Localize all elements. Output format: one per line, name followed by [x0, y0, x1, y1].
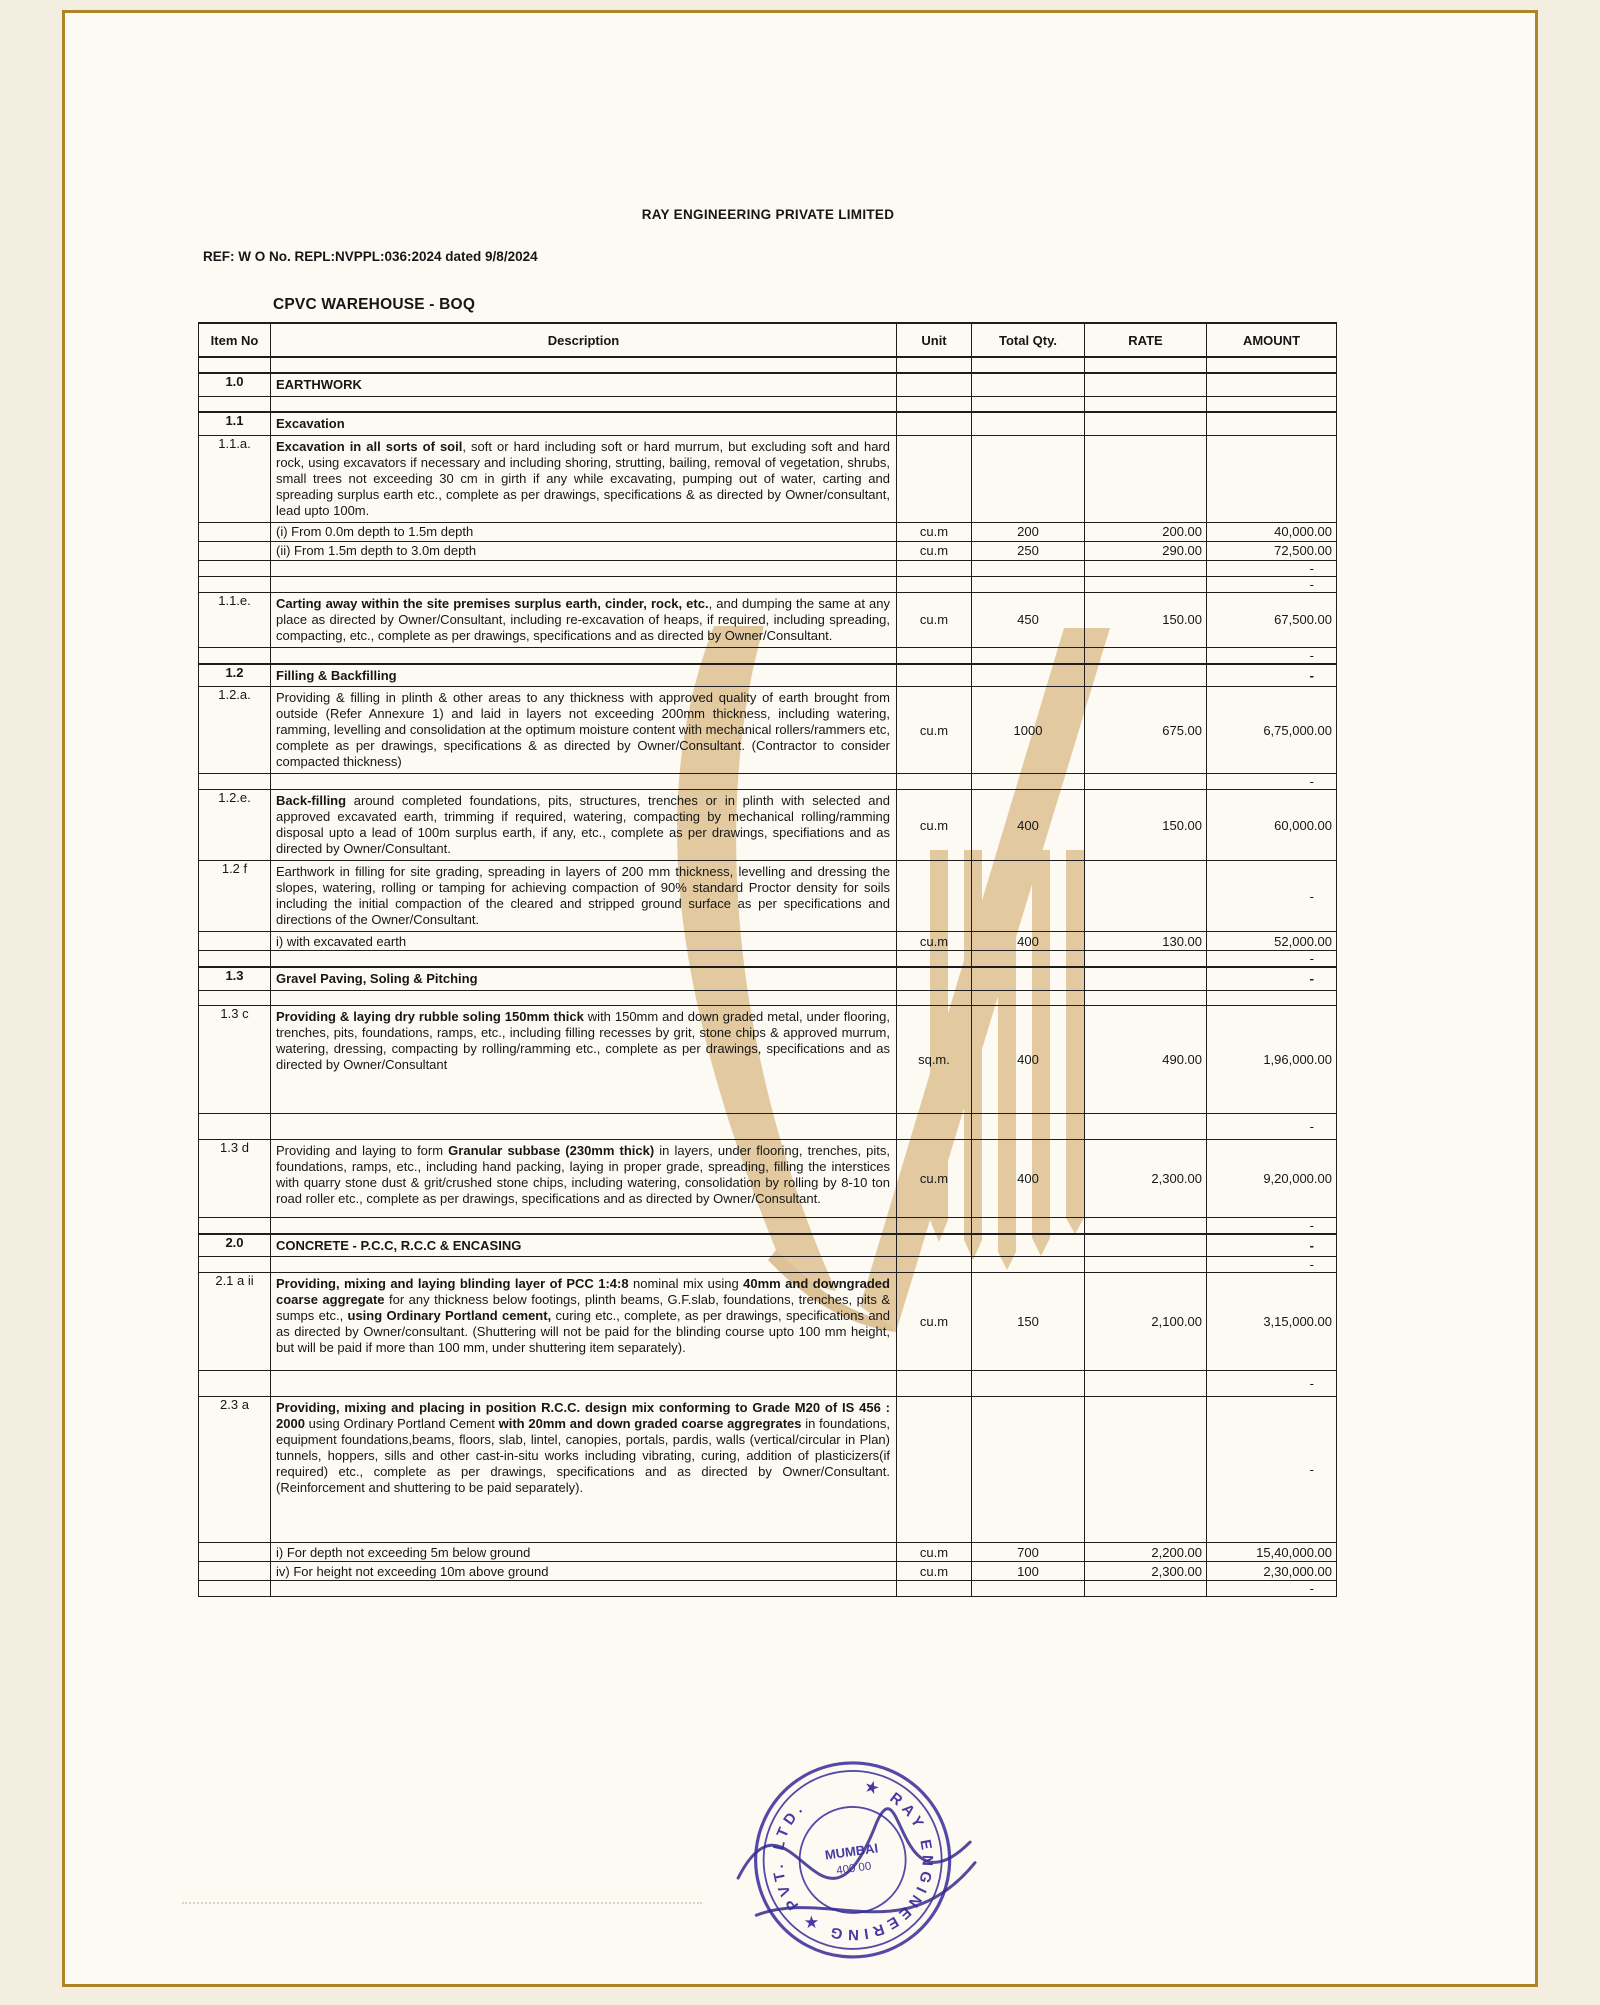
cell-qty [972, 412, 1085, 435]
desc-text: i) For depth not exceeding 5m below ground [276, 1544, 531, 1560]
cell-amt: 2,30,000.00 [1207, 1562, 1337, 1581]
table-row [199, 1139, 1337, 1217]
cell-unit: cu.m [897, 932, 972, 951]
cell-qty [972, 435, 1085, 522]
cell-desc [271, 790, 897, 861]
cell-item [199, 951, 271, 968]
cell-amt: 1,96,000.00 [1207, 1005, 1337, 1113]
table-row [199, 412, 1337, 435]
cell-qty: 400 [972, 790, 1085, 861]
cell-amt: - [1207, 951, 1337, 968]
cell-qty: 450 [972, 592, 1085, 647]
cell-desc [271, 1273, 897, 1371]
cell-rate [1085, 1581, 1207, 1597]
cell-item: 1.2.a. [199, 687, 271, 774]
cell-amt: - [1207, 1257, 1337, 1273]
cell-desc [271, 1234, 897, 1257]
desc-text: around completed foundations, pits, structures, trenches or in plinth with selected and approved excavated earth, trimming if required, watering, compacting by mechanical rolling/ramming disposal upto a lead of 100m surplus earth, if any, etc., complete as per drawings, specifiations and as directed by Owner/Consultant. [276, 793, 890, 856]
cell-qty [972, 967, 1085, 990]
desc-text: for any thickness below footings, plinth beams, G.F.slab, foundations, trenches, pits & sumps etc., [276, 1292, 891, 1323]
cell-desc [271, 435, 897, 522]
table-row [199, 790, 1337, 861]
cell-desc [271, 1581, 897, 1597]
cell-amt: 6,75,000.00 [1207, 687, 1337, 774]
table-row [199, 1562, 1337, 1581]
desc-text: Providing and laying to form [276, 1142, 449, 1158]
spacer-row [199, 576, 1337, 592]
cell-desc [271, 1397, 897, 1543]
cell-item: 1.2 [199, 664, 271, 687]
desc-text-bold: Providing, mixing and placing in position R.C.C. design mix conforming to Grade M20 of IS 456 : 2000 [276, 1400, 890, 1431]
cell-qty [972, 1397, 1085, 1543]
desc-text-bold: Excavation [276, 416, 345, 432]
cell-desc [271, 1562, 897, 1581]
desc-text-bold: with 20mm and down graded coarse aggregrates [498, 1416, 802, 1431]
cell-rate [1085, 1113, 1207, 1139]
cell-unit [897, 560, 972, 576]
table-row [199, 373, 1337, 396]
table-row [199, 687, 1337, 774]
cell-item [199, 560, 271, 576]
cell-qty: 150 [972, 1273, 1085, 1371]
cell-amt [1207, 412, 1337, 435]
table-row [199, 592, 1337, 647]
cell-desc [271, 687, 897, 774]
company-name: RAY ENGINEERING PRIVATE LIMITED [641, 207, 895, 222]
cell-desc [271, 647, 897, 664]
cell-desc [271, 522, 897, 541]
spacer-row [199, 1113, 1337, 1139]
cell-rate [1085, 576, 1207, 592]
cell-unit: cu.m [897, 592, 972, 647]
desc-text-bold: Back-filling [276, 793, 347, 808]
cell-amt: - [1207, 1371, 1337, 1397]
table-row [199, 541, 1337, 560]
cell-rate [1085, 990, 1207, 1005]
cell-unit [897, 967, 972, 990]
cell-rate: 2,200.00 [1085, 1543, 1207, 1562]
desc-text: Providing & filling in plinth & other areas to any thickness with approved quality of earth brought from outside (Refer Annexure 1) and laid in layers not exceeding 200mm thickness, including watering, ramming, levelling and consolidation at the optimum moisture content with mechanical rollers/rammers etc, complete as per drawings, specifications & as directed by Owner/Consultant. (Contractor to consider compacted thickness) [276, 690, 890, 769]
cell-unit [897, 1581, 972, 1597]
cell-qty [972, 357, 1085, 373]
cell-unit [897, 357, 972, 373]
boq-table [198, 322, 1337, 1597]
table-row [199, 1397, 1337, 1543]
cell-unit [897, 1397, 972, 1543]
cell-rate: 490.00 [1085, 1005, 1207, 1113]
cell-qty: 200 [972, 522, 1085, 541]
desc-text-bold: Excavation in all sorts of soil [276, 438, 463, 454]
cell-rate [1085, 967, 1207, 990]
cell-rate [1085, 774, 1207, 790]
spacer-row [199, 1581, 1337, 1597]
cell-unit [897, 774, 972, 790]
cell-unit [897, 990, 972, 1005]
cell-qty [972, 396, 1085, 412]
cell-unit: cu.m [897, 1139, 972, 1217]
cell-qty [972, 647, 1085, 664]
cell-unit [897, 1234, 972, 1257]
cell-rate [1085, 412, 1207, 435]
cell-qty [972, 664, 1085, 687]
cell-amt: - [1207, 1397, 1337, 1543]
cell-unit [897, 396, 972, 412]
cell-rate [1085, 664, 1207, 687]
cell-amt: - [1207, 861, 1337, 932]
cell-desc [271, 412, 897, 435]
cell-amt: 15,40,000.00 [1207, 1543, 1337, 1562]
cell-item: 1.3 d [199, 1139, 271, 1217]
cell-item [199, 1371, 271, 1397]
cell-rate [1085, 396, 1207, 412]
cell-item: 1.2 f [199, 861, 271, 932]
table-row [199, 861, 1337, 932]
cell-qty [972, 861, 1085, 932]
cell-unit [897, 435, 972, 522]
cell-unit [897, 861, 972, 932]
scan-artifact-dots [182, 1902, 702, 1904]
cell-rate: 150.00 [1085, 790, 1207, 861]
cell-desc [271, 1005, 897, 1113]
cell-amt: - [1207, 967, 1337, 990]
cell-unit [897, 1257, 972, 1273]
desc-text-bold: EARTHWORK [276, 377, 362, 393]
cell-desc [271, 774, 897, 790]
table-header-row [199, 323, 1337, 357]
cell-unit [897, 412, 972, 435]
cell-amt: 3,15,000.00 [1207, 1273, 1337, 1371]
desc-text: nominal mix using [628, 1276, 744, 1291]
cell-desc [271, 861, 897, 932]
cell-item: 2.3 a [199, 1397, 271, 1543]
cell-rate [1085, 647, 1207, 664]
desc-text-bold: Carting away within the site premises surplus earth, cinder, rock, etc. [276, 595, 709, 611]
cell-desc [271, 1113, 897, 1139]
cell-item [199, 357, 271, 373]
cell-item: 1.0 [199, 373, 271, 396]
col-header-description: Description [271, 323, 897, 357]
cell-rate: 675.00 [1085, 687, 1207, 774]
cell-unit: cu.m [897, 522, 972, 541]
cell-rate [1085, 435, 1207, 522]
cell-amt: - [1207, 647, 1337, 664]
stamp-city-text: MUMBAI [823, 1840, 879, 1863]
cell-amt: 52,000.00 [1207, 932, 1337, 951]
desc-text: in foundations, equipment foundations,beams, floors, slab, lintel, canopies, portals, pardis, walls (vertical/circular in Plan) tunnels, hoppers, sills and other cast-in-situ works including vibrating, curing, addition of plasticizers(if required) etc., complete as per drawings, specifications and as directed by Owner/Consultant. (Reinforcement and shuttering to be paid separately). [276, 1416, 890, 1495]
cell-rate [1085, 1397, 1207, 1543]
col-header-total-qty: Total Qty. [972, 323, 1085, 357]
spacer-row [199, 647, 1337, 664]
desc-text-bold: Gravel Paving, Soling & Pitching [276, 971, 478, 987]
cell-desc [271, 1543, 897, 1562]
table-row [199, 435, 1337, 522]
col-header-amount: AMOUNT [1207, 323, 1337, 357]
cell-qty [972, 560, 1085, 576]
table-row [199, 522, 1337, 541]
cell-qty [972, 951, 1085, 968]
cell-item [199, 1562, 271, 1581]
cell-rate: 2,300.00 [1085, 1562, 1207, 1581]
cell-rate: 200.00 [1085, 522, 1207, 541]
cell-desc [271, 951, 897, 968]
cell-qty [972, 1113, 1085, 1139]
company-stamp [710, 1727, 997, 2005]
cell-item [199, 647, 271, 664]
cell-item: 1.1.e. [199, 592, 271, 647]
table-row [199, 967, 1337, 990]
cell-unit [897, 1217, 972, 1234]
cell-unit: sq.m. [897, 1005, 972, 1113]
cell-unit [897, 664, 972, 687]
cell-desc [271, 357, 897, 373]
cell-item: 2.1 a ii [199, 1273, 271, 1371]
cell-rate [1085, 357, 1207, 373]
cell-amt [1207, 396, 1337, 412]
cell-qty: 100 [972, 1562, 1085, 1581]
desc-text-bold: 40mm and downgraded coarse aggregate [276, 1276, 890, 1307]
cell-unit [897, 373, 972, 396]
cell-unit [897, 1371, 972, 1397]
cell-rate: 150.00 [1085, 592, 1207, 647]
cell-desc [271, 1139, 897, 1217]
desc-text: (i) From 0.0m depth to 1.5m depth [276, 524, 474, 539]
cell-item [199, 522, 271, 541]
cell-qty [972, 1257, 1085, 1273]
table-row [199, 1234, 1337, 1257]
cell-qty: 1000 [972, 687, 1085, 774]
cell-amt: - [1207, 576, 1337, 592]
cell-amt: 40,000.00 [1207, 522, 1337, 541]
table-row [199, 1543, 1337, 1562]
col-header-item-no: Item No [199, 323, 271, 357]
cell-item [199, 990, 271, 1005]
cell-desc [271, 990, 897, 1005]
cell-amt [1207, 357, 1337, 373]
cell-qty [972, 990, 1085, 1005]
cell-unit: cu.m [897, 1562, 972, 1581]
cell-qty [972, 1581, 1085, 1597]
cell-unit [897, 1113, 972, 1139]
table-row [199, 932, 1337, 951]
cell-amt: - [1207, 1581, 1337, 1597]
cell-rate: 2,100.00 [1085, 1273, 1207, 1371]
desc-text: using Ordinary Portland Cement [304, 1416, 499, 1431]
spacer-row [199, 1371, 1337, 1397]
cell-qty: 400 [972, 1139, 1085, 1217]
col-header-unit: Unit [897, 323, 972, 357]
cell-rate: 2,300.00 [1085, 1139, 1207, 1217]
cell-rate [1085, 1234, 1207, 1257]
cell-qty [972, 1234, 1085, 1257]
cell-qty: 250 [972, 541, 1085, 560]
cell-unit: cu.m [897, 687, 972, 774]
cell-desc [271, 1371, 897, 1397]
cell-qty [972, 774, 1085, 790]
cell-qty [972, 373, 1085, 396]
cell-desc [271, 932, 897, 951]
cell-amt [1207, 373, 1337, 396]
cell-item [199, 774, 271, 790]
cell-unit: cu.m [897, 1273, 972, 1371]
cell-rate [1085, 951, 1207, 968]
cell-item: 2.0 [199, 1234, 271, 1257]
cell-amt: 9,20,000.00 [1207, 1139, 1337, 1217]
cell-item: 1.2.e. [199, 790, 271, 861]
cell-rate [1085, 861, 1207, 932]
cell-desc [271, 592, 897, 647]
cell-amt: - [1207, 1234, 1337, 1257]
spacer-row [199, 560, 1337, 576]
cell-qty: 400 [972, 932, 1085, 951]
cell-qty [972, 1217, 1085, 1234]
stamp-inner-circle [794, 1802, 910, 1918]
cell-desc [271, 576, 897, 592]
spacer-row [199, 396, 1337, 412]
desc-text-bold: Providing, mixing and laying blinding layer of PCC 1:4:8 [276, 1276, 629, 1291]
desc-text: , and dumping the same at any place as directed by Owner/Consultant, including re-excavation of heaps, if required, including spreading, compacting, etc., complete as per drawings, specifications and as directed by Owner/Consultant. [276, 595, 890, 643]
desc-text: in layers, under flooring, trenches, pits, foundations, ramps, etc., including hand packing, laying in proper grade, spreading, filling the interstices with quarry stone dust & grit/crushed stone chips, including watering, consolidation by rolling by 8-10 ton road roller etc., complete as per drawings, specifications and as directed by Owner/Consultant. [276, 1142, 890, 1206]
cell-unit [897, 951, 972, 968]
cell-amt [1207, 990, 1337, 1005]
spacer-row [199, 990, 1337, 1005]
desc-text-bold: Granular subbase (230mm thick) [448, 1142, 655, 1158]
cell-item: 1.3 [199, 967, 271, 990]
cell-item [199, 1581, 271, 1597]
cell-item [199, 1543, 271, 1562]
reference-line: REF: W O No. REPL:NVPPL:036:2024 dated 9/8/2024 [203, 249, 538, 264]
cell-unit: cu.m [897, 790, 972, 861]
boq-title: CPVC WAREHOUSE - BOQ [273, 296, 476, 313]
cell-rate [1085, 1371, 1207, 1397]
table-row [199, 1273, 1337, 1371]
cell-amt: 60,000.00 [1207, 790, 1337, 861]
table-row [199, 1005, 1337, 1113]
cell-desc [271, 1217, 897, 1234]
desc-text: , soft or hard including soft or hard murrum, but excluding soft and hard rock, using excavators if necessary and including shoring, strutting, bailing, removal of vegetation, shrubs, small trees not exceeding 30 cm in girth if any while excavating, pumping out of water, carting and spreading surplus earth etc., complete as per drawings, specifications & as directed by Owner/consultant, lead upto 100m. [276, 438, 890, 518]
spacer-row [199, 1217, 1337, 1234]
cell-unit [897, 647, 972, 664]
cell-item [199, 576, 271, 592]
cell-qty [972, 576, 1085, 592]
cell-rate: 290.00 [1085, 541, 1207, 560]
cell-amt: - [1207, 560, 1337, 576]
cell-desc [271, 396, 897, 412]
stamp-code-text: 400 00 [835, 1860, 873, 1878]
spacer-row [199, 357, 1337, 373]
cell-item [199, 396, 271, 412]
desc-text: iv) For height not exceeding 10m above ground [276, 1563, 549, 1579]
cell-amt [1207, 435, 1337, 522]
desc-text-bold: Filling & Backfilling [276, 667, 397, 683]
cell-amt: - [1207, 774, 1337, 790]
desc-text: curing etc., complete, as per drawings, specifications and as directed by Owner/consultant. (Shuttering will not be paid for the blinding course upto 100 mm height, but will be paid if more than 100 mm, under shuttering item separately). [276, 1308, 891, 1355]
cell-item: 1.1.a. [199, 435, 271, 522]
cell-desc [271, 560, 897, 576]
cell-rate: 130.00 [1085, 932, 1207, 951]
desc-text-bold: CONCRETE - P.C.C, R.C.C & ENCASING [276, 1237, 522, 1253]
stamp-ring-text: ★ RAY ENGINEERING ★ PVT. LTD. [769, 1777, 936, 1944]
cell-item: 1.3 c [199, 1005, 271, 1113]
cell-desc [271, 967, 897, 990]
cell-qty [972, 1371, 1085, 1397]
cell-item: 1.1 [199, 412, 271, 435]
cell-rate [1085, 373, 1207, 396]
desc-text: i) with excavated earth [276, 933, 407, 949]
col-header-rate: RATE [1085, 323, 1207, 357]
boq-table-body [199, 357, 1337, 1597]
spacer-row [199, 1257, 1337, 1273]
cell-desc [271, 541, 897, 560]
cell-item [199, 1217, 271, 1234]
cell-amt: - [1207, 1113, 1337, 1139]
cell-amt: 72,500.00 [1207, 541, 1337, 560]
cell-item [199, 1113, 271, 1139]
cell-item [199, 932, 271, 951]
cell-rate [1085, 1217, 1207, 1234]
cell-rate [1085, 1257, 1207, 1273]
desc-text-bold: using Ordinary Portland cement, [347, 1308, 552, 1323]
spacer-row [199, 774, 1337, 790]
desc-text: (ii) From 1.5m depth to 3.0m depth [276, 543, 477, 558]
table-row [199, 664, 1337, 687]
cell-unit: cu.m [897, 1543, 972, 1562]
cell-desc [271, 664, 897, 687]
cell-desc [271, 1257, 897, 1273]
desc-text: Earthwork in filling for site grading, spreading in layers of 200 mm thickness, levelling and dressing the slopes, watering, rolling or tamping for achieving compaction of 90% standard Proctor density for soils including the initial compaction of the cleared and stripped ground surface as per specifications and directions of the Owner/Consultant. [276, 864, 890, 927]
cell-desc [271, 373, 897, 396]
desc-text-bold: Providing & laying dry rubble soling 150mm thick [276, 1008, 584, 1024]
desc-text: with 150mm and down graded metal, under flooring, trenches, pits, foundations, ramps, etc., including filling recesses by grit, stone chips & approved murrum, watering, dressing, compacting by rolling/ramming etc., complete as per drawings, specifications and as directed by Owner/Consultant [276, 1008, 890, 1072]
cell-amt: 67,500.00 [1207, 592, 1337, 647]
cell-unit: cu.m [897, 541, 972, 560]
cell-qty: 700 [972, 1543, 1085, 1562]
cell-amt: - [1207, 664, 1337, 687]
cell-item [199, 1257, 271, 1273]
cell-item [199, 541, 271, 560]
cell-amt: - [1207, 1217, 1337, 1234]
cell-rate [1085, 560, 1207, 576]
cell-qty: 400 [972, 1005, 1085, 1113]
cell-unit [897, 576, 972, 592]
spacer-row [199, 951, 1337, 968]
